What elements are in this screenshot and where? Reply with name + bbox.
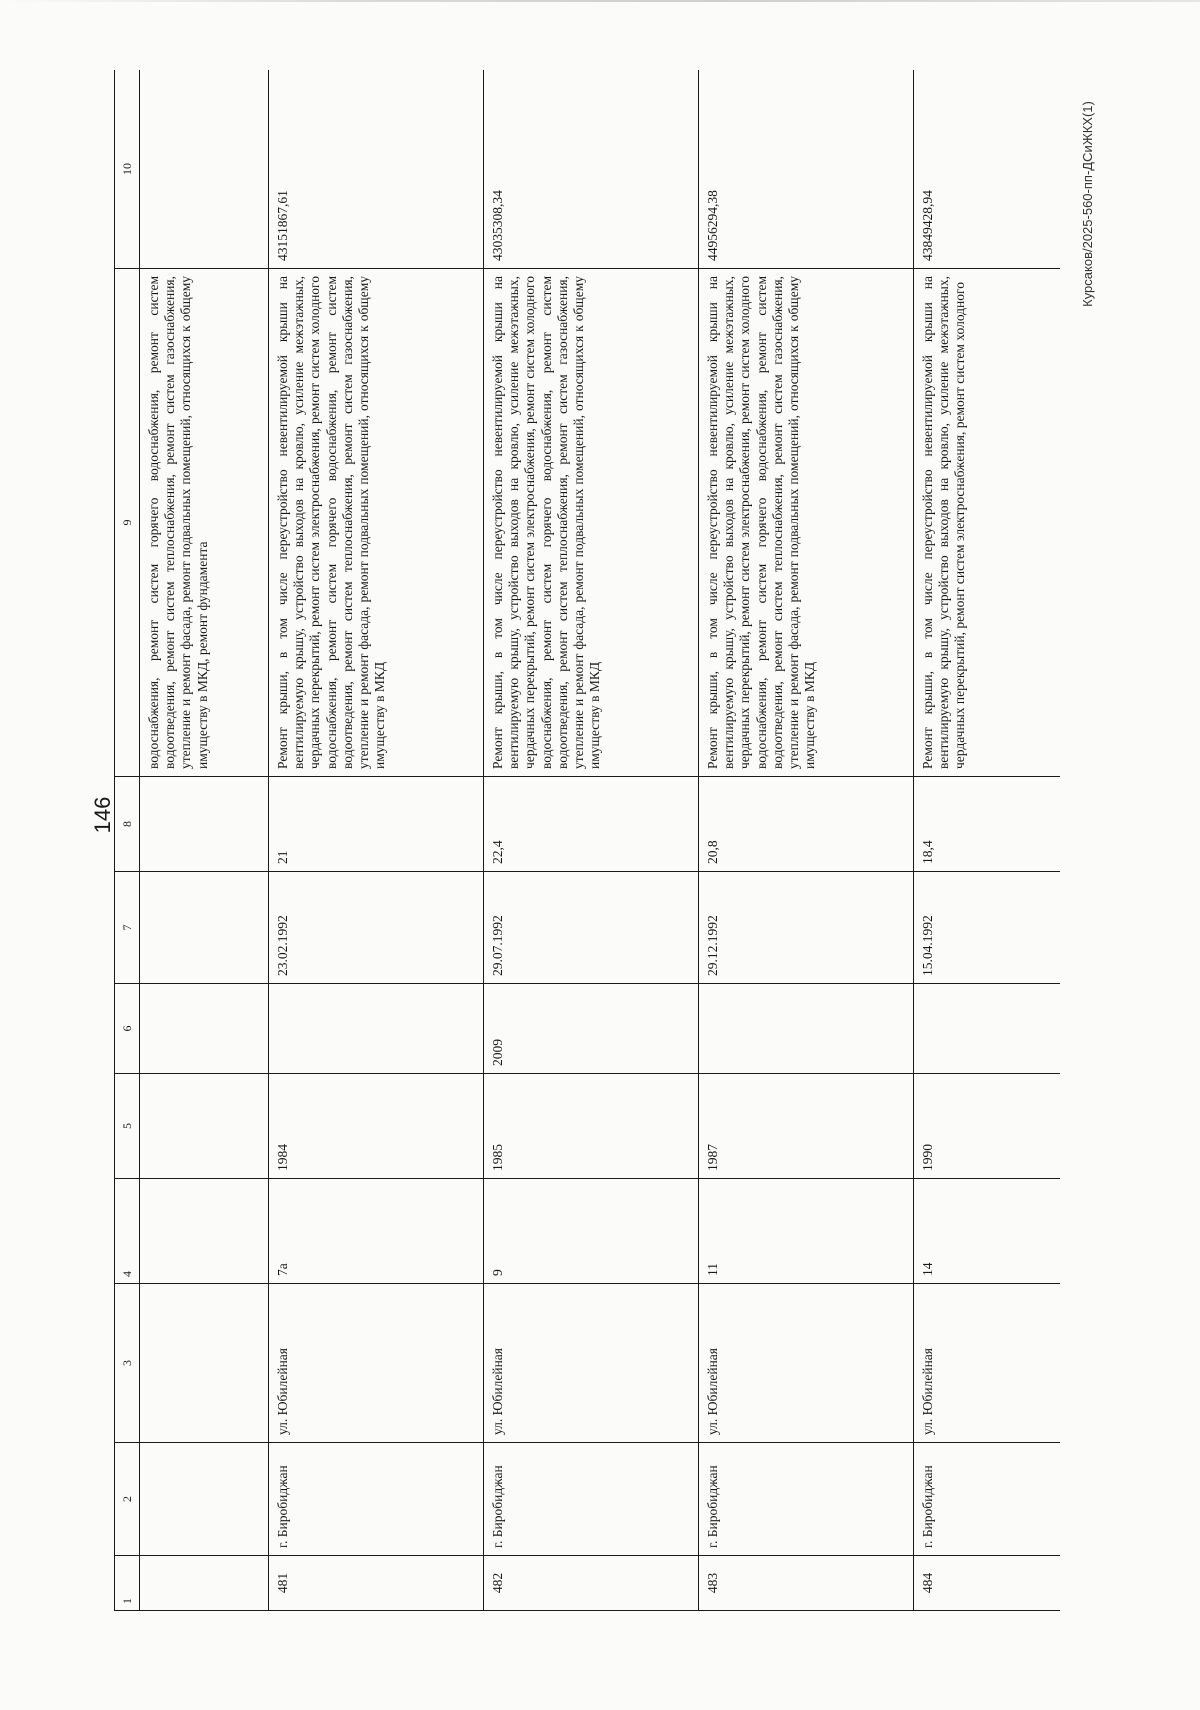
year-cell: 1984 (269, 1074, 484, 1179)
works-cell: Ремонт крыши, в том числе переустройство невентилируемой крыши на вентилируемую крышу, устройство выходов на кровлю, усиление межэтажных, чердачных перекрытий, ремонт систем электроснабжения, ремонт систем холодного водоснабжения, ремонт систем горячего водоснабжения, ремонт систем водоотведения, ремонт систем теплоснабжения, ремонт систем газоснабжения, утепление и ремонт фасада, ремонт подвальных помещений, относящихся к общему имуществу в МКД (699, 269, 914, 777)
row-number: 481 (269, 1556, 484, 1611)
year-cell: 1987 (699, 1074, 914, 1179)
house-cell: 9 (484, 1179, 699, 1284)
cont-cell-7 (140, 872, 269, 984)
cost-cell: 43849428,94 (914, 70, 1061, 269)
header-col-6: 6 (115, 984, 140, 1074)
col8-cell: 22,4 (484, 777, 699, 872)
continuation-row (140, 70, 269, 1611)
header-col-8: 8 (115, 777, 140, 872)
col6-cell (699, 984, 914, 1074)
year-cell: 1985 (484, 1074, 699, 1179)
cost-cell: 43035308,34 (484, 70, 699, 269)
city-cell: г. Биробиджан (699, 1443, 914, 1556)
cont-cell-2 (140, 1443, 269, 1556)
header-col-10: 10 (115, 70, 140, 269)
header-col-2: 2 (115, 1443, 140, 1556)
house-cell: 14 (914, 1179, 1061, 1284)
housing-repair-table (114, 70, 1060, 1611)
column-number-header-row (115, 70, 140, 1611)
works-cell: Ремонт крыши, в том числе переустройство невентилируемой крыши на вентилируемую крышу, устройство выходов на кровлю, усиление межэтажных, чердачных перекрытий, ремонт систем электроснабжения, ремонт систем холодного водоснабжения, ремонт систем горячего водоснабжения, ремонт систем водоотведения, ремонт систем теплоснабжения, ремонт систем газоснабжения, утепление и ремонт фасада, ремонт подвальных помещений, относящихся к общему имуществу в МКД (269, 269, 484, 777)
cost-cell: 44956294,38 (699, 70, 914, 269)
date-cell: 29.07.1992 (484, 872, 699, 984)
table-row (484, 70, 699, 1611)
cont-cell-5 (140, 1074, 269, 1179)
col6-cell (914, 984, 1061, 1074)
cont-cell-4 (140, 1179, 269, 1284)
col8-cell: 20,8 (699, 777, 914, 872)
city-cell: г. Биробиджан (484, 1443, 699, 1556)
table-frame (114, 70, 1060, 1611)
cont-cell-3 (140, 1284, 269, 1443)
header-col-9: 9 (115, 269, 140, 777)
col8-cell: 18,4 (914, 777, 1061, 872)
row-number: 484 (914, 1556, 1061, 1611)
row-number: 483 (699, 1556, 914, 1611)
header-col-7: 7 (115, 872, 140, 984)
street-cell: ул. Юбилейная (699, 1284, 914, 1443)
cont-cell-1 (140, 1556, 269, 1611)
document-reference: Курсаков/2025-560-пп-ДСиЖКХ(1) (1080, 101, 1095, 307)
street-cell: ул. Юбилейная (269, 1284, 484, 1443)
street-cell: ул. Юбилейная (914, 1284, 1061, 1443)
street-cell: ул. Юбилейная (484, 1284, 699, 1443)
cont-works-cell: водоснабжения, ремонт систем горячего водоснабжения, ремонт систем водоотведения, ремонт систем теплоснабжения, ремонт систем газоснабжения, утепление и ремонт фасада, ремонт подвальных помещений, относящихся к общему имуществу в МКД, ремонт фундамента (140, 269, 269, 777)
year-cell: 1990 (914, 1074, 1061, 1179)
cont-cell-10 (140, 70, 269, 269)
row-number: 482 (484, 1556, 699, 1611)
page-number: 146 (90, 796, 115, 834)
works-cell: Ремонт крыши, в том числе переустройство невентилируемой крыши на вентилируемую крышу, устройство выходов на кровлю, усиление межэтажных, чердачных перекрытий, ремонт систем электроснабжения, ремонт систем холодного (914, 269, 1061, 777)
house-cell: 11 (699, 1179, 914, 1284)
table-row (914, 70, 1061, 1611)
city-cell: г. Биробиджан (914, 1443, 1061, 1556)
cont-cell-6 (140, 984, 269, 1074)
city-cell: г. Биробиджан (269, 1443, 484, 1556)
date-cell: 15.04.1992 (914, 872, 1061, 984)
header-col-3: 3 (115, 1284, 140, 1443)
col6-cell: 2009 (484, 984, 699, 1074)
header-col-1: 1 (115, 1556, 140, 1611)
rotated-table-container (114, 70, 1060, 1611)
col8-cell: 21 (269, 777, 484, 872)
header-col-4: 4 (115, 1179, 140, 1284)
works-cell: Ремонт крыши, в том числе переустройство невентилируемой крыши на вентилируемую крышу, устройство выходов на кровлю, усиление межэтажных, чердачных перекрытий, ремонт систем электроснабжения, ремонт систем холодного водоснабжения, ремонт систем горячего водоснабжения, ремонт систем водоотведения, ремонт систем теплоснабжения, ремонт систем газоснабжения, утепление и ремонт фасада, ремонт подвальных помещений, относящихся к общему имуществу в МКД (484, 269, 699, 777)
date-cell: 29.12.1992 (699, 872, 914, 984)
date-cell: 23.02.1992 (269, 872, 484, 984)
cost-cell: 43151867,61 (269, 70, 484, 269)
table-row (699, 70, 914, 1611)
house-cell: 7а (269, 1179, 484, 1284)
header-col-5: 5 (115, 1074, 140, 1179)
table-row (269, 70, 484, 1611)
scan-top-edge (0, 0, 1200, 2)
col6-cell (269, 984, 484, 1074)
cont-cell-8 (140, 777, 269, 872)
